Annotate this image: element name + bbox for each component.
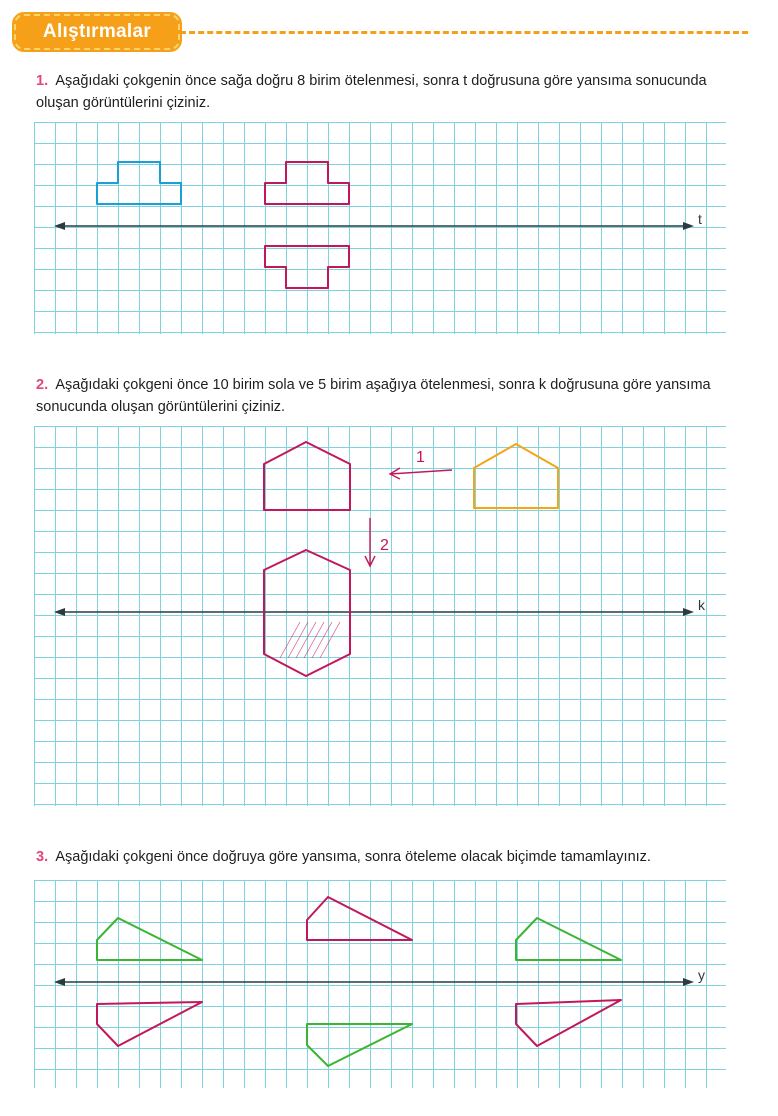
grid-paper-2 [34, 426, 726, 806]
title-divider [180, 31, 748, 34]
exercise-1-grid [34, 122, 726, 339]
exercise-instruction: Aşağıdaki çokgenin önce sağa doğru 8 birim ötelenmesi, sonra t doğrusuna göre yansıma sonucunda oluşan görüntülerini çiziniz. [36, 73, 707, 111]
section-title-badge [14, 14, 180, 50]
original-polygon-left [97, 918, 202, 960]
hatch-mark [288, 622, 308, 658]
hatch-mark [320, 622, 340, 658]
exercise-1-text [36, 70, 748, 114]
exercise-instruction: Aşağıdaki çokgeni önce 10 birim sola ve 5 birim aşağıya ötelenmesi, sonra k doğrusuna göre yansıma sonucunda oluşan görüntülerini çiziniz. [36, 377, 711, 415]
annotation-2: 2 [380, 537, 389, 554]
grid-paper-3 [34, 880, 726, 1088]
axis-arrow-right [683, 978, 694, 986]
translation-arrow-left [390, 470, 452, 474]
exercise-instruction: Aşağıdaki çokgeni önce doğruya göre yansıma, sonra öteleme olacak biçimde tamamlayınız. [55, 849, 651, 865]
annotation-1: 1 [416, 449, 425, 466]
exercise-3-text [36, 846, 748, 868]
exercise-number: 2. [36, 377, 49, 393]
exercise-2-grid [34, 426, 726, 811]
axis-arrow-right [683, 222, 694, 230]
grid-paper-1 [34, 122, 726, 334]
section-header [0, 0, 778, 60]
drawn-polygon-center [307, 897, 412, 940]
hatch-mark [280, 622, 300, 658]
original-polygon-right [516, 918, 621, 960]
drawn-polygon-left [97, 1002, 202, 1046]
exercise-3-grid [34, 880, 726, 1093]
original-polygon-center [307, 1024, 412, 1066]
axis-arrow-right [683, 608, 694, 616]
axis-label: y [698, 967, 705, 983]
hatch-mark [296, 622, 316, 658]
exercise-2-text [36, 374, 748, 418]
axis-label: k [698, 597, 705, 613]
section-title: Alıştırmalar [42, 21, 152, 42]
exercise-number: 1. [36, 73, 49, 89]
original-polygon [474, 444, 558, 508]
axis-label: t [698, 211, 702, 227]
exercise-number: 3. [36, 849, 49, 865]
